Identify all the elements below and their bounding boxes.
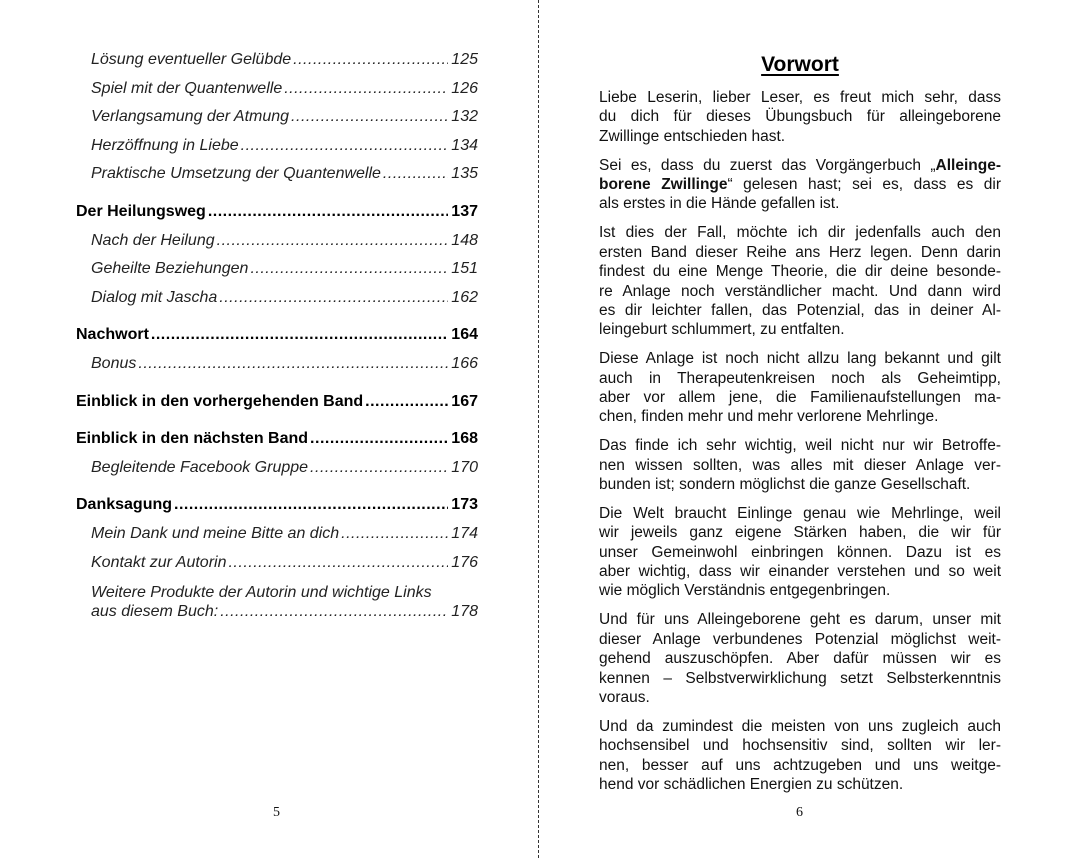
text-segment: unser Gemeinwohl einbringen können. Dazu ist es xyxy=(599,543,1001,561)
text-segment: Und für uns Alleingeborene geht es darum, unser mit xyxy=(599,611,1001,629)
text-segment: Ist dies der Fall, möchte ich dir jedenfalls auch den xyxy=(599,224,1001,242)
text-segment: leingeburt schlummert, zu entfalten. xyxy=(599,321,845,339)
toc-entry-title: Nachwort xyxy=(76,326,149,344)
paragraph xyxy=(599,156,1001,214)
text-segment: chen, finden mehr und mehr verlorene Mehrlinge. xyxy=(599,408,939,426)
text-segment: ersten Band dieser Reihe ans Herz legen. Denn darin xyxy=(599,243,1001,261)
toc-entry[interactable] xyxy=(76,352,478,381)
text-segment: bunden ist; sondern möglichst die ganze Gesellschaft. xyxy=(599,476,971,494)
toc-entry-page: 170 xyxy=(451,458,478,476)
bold-text: Alleinge- xyxy=(935,156,1001,174)
text-line xyxy=(599,388,1001,407)
toc-entry-title: Dialog mit Jascha xyxy=(91,288,218,306)
toc-entry[interactable] xyxy=(76,257,478,286)
toc-entry-title-cont: aus diesem Buch: xyxy=(91,603,219,621)
text-segment: Sei es, dass du zuerst das Vorgängerbuch „ xyxy=(599,156,936,174)
text-line xyxy=(599,349,1001,368)
toc-entry[interactable] xyxy=(76,522,478,551)
toc-entry-page: 174 xyxy=(451,524,478,542)
toc-entry[interactable] xyxy=(76,551,478,580)
toc-entry[interactable] xyxy=(76,427,478,456)
dot-leader xyxy=(293,48,448,72)
table-of-contents xyxy=(76,48,478,621)
toc-entry-title: Weitere Produkte der Autorin und wichtige Links xyxy=(91,584,432,602)
foreword xyxy=(599,52,1001,804)
text-segment: wie möglich Verständnis entgegenbringen. xyxy=(599,582,891,600)
text-segment: dieser Anlage verbundenes Potenzial möglichst weit- xyxy=(599,630,1001,648)
text-line xyxy=(599,475,1001,494)
text-line xyxy=(599,523,1001,542)
toc-entry[interactable] xyxy=(76,323,478,352)
toc-entry-page: 168 xyxy=(451,430,478,448)
toc-entry[interactable] xyxy=(76,134,478,163)
dot-leader xyxy=(219,286,448,310)
toc-entry-title: Lösung eventueller Gelübde xyxy=(91,51,292,68)
text-segment: auch in Therapeutenkreisen noch als Geheimtipp, xyxy=(599,369,1001,387)
toc-entry-title: Spiel mit der Quantenwelle xyxy=(91,79,283,97)
text-segment: “ gelesen hast; sei es, dass es dir xyxy=(727,176,1001,194)
toc-entry-title: Mein Dank und meine Bitte an dich xyxy=(91,524,340,542)
toc-entry-page: 164 xyxy=(451,326,478,344)
toc-entry-page: 125 xyxy=(451,51,478,68)
text-line xyxy=(599,736,1001,755)
text-line xyxy=(599,436,1001,455)
dot-leader xyxy=(138,352,448,376)
text-line xyxy=(599,156,1001,175)
text-segment: Und da zumindest die meisten von uns zugleich auch xyxy=(599,717,1001,735)
text-line xyxy=(599,407,1001,426)
toc-entry-title: Bonus xyxy=(91,354,137,372)
text-line xyxy=(599,320,1001,339)
text-segment: voraus. xyxy=(599,688,650,706)
toc-entry-line2 xyxy=(91,602,478,621)
toc-entry[interactable] xyxy=(76,162,478,191)
toc-entry-title: Begleitende Facebook Gruppe xyxy=(91,458,309,476)
dot-leader xyxy=(208,200,448,224)
paragraph xyxy=(599,610,1001,707)
toc-entry-title: Praktische Umsetzung der Quantenwelle xyxy=(91,165,381,183)
toc-entry-page: 178 xyxy=(451,603,478,621)
text-line xyxy=(599,717,1001,736)
text-segment: Zwillinge entschieden hast. xyxy=(599,127,786,145)
page-number-right: 6 xyxy=(796,805,803,820)
text-line xyxy=(599,630,1001,649)
text-segment: aber vor allem jene, die Familienaufstellungen ma- xyxy=(599,388,1001,406)
text-segment: als erstes in die Hände gefallen ist. xyxy=(599,195,840,213)
toc-entry-page: 173 xyxy=(451,496,478,514)
text-segment: Das finde ich sehr wichtig, weil nicht nur wir Betroffe- xyxy=(599,437,1001,455)
toc-entry-page: 166 xyxy=(451,354,478,372)
text-line xyxy=(599,543,1001,562)
text-line xyxy=(599,223,1001,242)
text-line xyxy=(599,649,1001,668)
dot-leader xyxy=(151,323,448,347)
dot-leader xyxy=(250,257,448,281)
text-line xyxy=(599,301,1001,320)
toc-entry-title: Herzöffnung in Liebe xyxy=(91,136,239,154)
toc-entry-title: Geheilte Beziehungen xyxy=(91,260,249,278)
toc-entry-page: 134 xyxy=(451,136,478,154)
toc-entry[interactable] xyxy=(76,286,478,315)
dot-leader xyxy=(310,427,448,451)
toc-entry-title: Kontakt zur Autorin xyxy=(91,553,227,571)
text-line xyxy=(599,194,1001,213)
text-line xyxy=(599,504,1001,523)
toc-entry-title: Verlangsamung der Atmung xyxy=(91,108,290,126)
paragraph xyxy=(599,223,1001,339)
text-line xyxy=(599,127,1001,146)
text-line xyxy=(599,669,1001,688)
dot-leader xyxy=(383,162,448,186)
text-line xyxy=(599,456,1001,475)
dot-leader xyxy=(174,493,448,517)
dot-leader xyxy=(341,522,448,546)
text-segment: es dir leichter fallen, das Potenzial, das in deiner Al- xyxy=(599,301,1001,319)
dot-leader xyxy=(217,229,449,253)
text-segment: Liebe Leserin, lieber Leser, es freut mich sehr, dass xyxy=(599,89,1001,106)
text-line xyxy=(599,562,1001,581)
dot-leader xyxy=(241,134,449,158)
text-segment: wir jeweils ganz eigene Stärken haben, die wir für xyxy=(599,524,1001,542)
text-segment: aber wichtig, dass wir einander verstehen und so weit xyxy=(599,563,1001,581)
toc-entry-title: Danksagung xyxy=(76,496,173,514)
toc-entry[interactable] xyxy=(76,229,478,258)
text-line xyxy=(599,610,1001,629)
toc-entry-page: 151 xyxy=(451,260,478,278)
text-line xyxy=(599,369,1001,388)
text-line xyxy=(599,756,1001,775)
toc-entry[interactable] xyxy=(76,456,478,485)
toc-entry-page: 167 xyxy=(451,392,478,410)
text-segment: nen wissen sollten, was alles mit dieser Anlage ver- xyxy=(599,456,1001,474)
toc-entry-page: 126 xyxy=(451,79,478,97)
toc-entry-page: 148 xyxy=(451,231,478,249)
text-line xyxy=(599,88,1001,107)
text-segment: Diese Anlage ist noch nicht allzu lang bekannt und gilt xyxy=(599,350,1001,368)
text-line xyxy=(599,107,1001,126)
text-line xyxy=(599,581,1001,600)
toc-entry[interactable] xyxy=(76,105,478,134)
dot-leader xyxy=(291,105,448,129)
toc-entry[interactable] xyxy=(76,390,478,419)
dot-leader xyxy=(365,390,448,414)
dot-leader xyxy=(310,456,448,480)
text-segment: du dich für dieses Übungsbuch für alleingeborene xyxy=(599,108,1001,126)
paragraph xyxy=(599,504,1001,601)
paragraph xyxy=(599,349,1001,427)
text-segment: nen, besser auf uns achtzugeben und uns weitge- xyxy=(599,756,1001,774)
toc-entry-page: 135 xyxy=(451,165,478,183)
text-line xyxy=(599,775,1001,794)
text-segment: findest du eine Menge Theorie, die dir deine besonde- xyxy=(599,263,1001,281)
page-divider xyxy=(538,0,539,858)
toc-entry[interactable] xyxy=(76,583,478,621)
text-line xyxy=(599,175,1001,194)
paragraph xyxy=(599,717,1001,795)
text-segment: Die Welt braucht Einlinge genau wie Mehrlinge, weil xyxy=(599,504,1001,522)
toc-entry-page: 162 xyxy=(451,288,478,306)
bold-text: borene Zwillinge xyxy=(599,176,728,194)
dot-leader xyxy=(220,602,448,621)
toc-entry[interactable] xyxy=(76,77,478,106)
page-number-left: 5 xyxy=(273,805,280,820)
text-line xyxy=(599,688,1001,707)
toc-entry-page: 137 xyxy=(451,202,478,220)
text-segment: kennen – Selbstverwirklichung setzt Selbsterkenntnis xyxy=(599,669,1001,687)
toc-entry[interactable] xyxy=(76,200,478,229)
dot-leader xyxy=(228,551,448,575)
toc-entry-page: 132 xyxy=(451,108,478,126)
toc-entry-title: Der Heilungsweg xyxy=(76,202,206,220)
toc-entry-title: Nach der Heilung xyxy=(91,231,215,249)
toc-entry[interactable] xyxy=(76,48,478,77)
text-segment: gehend auszuschöpfen. Aber dafür müssen wir es xyxy=(599,650,1001,668)
toc-entry-page: 176 xyxy=(451,553,478,571)
text-segment: hend vor schädlichen Energien zu schützen. xyxy=(599,776,904,793)
text-segment: hochsensibel und hochsensitiv sind, sollten wir ler- xyxy=(599,737,1001,755)
text-line xyxy=(599,243,1001,262)
chapter-title: Vorwort xyxy=(761,53,839,76)
paragraph xyxy=(599,88,1001,146)
paragraph xyxy=(599,436,1001,494)
toc-entry-title: Einblick in den nächsten Band xyxy=(76,430,309,448)
text-line xyxy=(599,282,1001,301)
text-line xyxy=(599,262,1001,281)
dot-leader xyxy=(284,77,448,101)
text-segment: re Anlage noch verständlicher macht. Und dann wird xyxy=(599,282,1001,300)
toc-entry[interactable] xyxy=(76,493,478,522)
toc-entry-title: Einblick in den vorhergehenden Band xyxy=(76,392,364,410)
